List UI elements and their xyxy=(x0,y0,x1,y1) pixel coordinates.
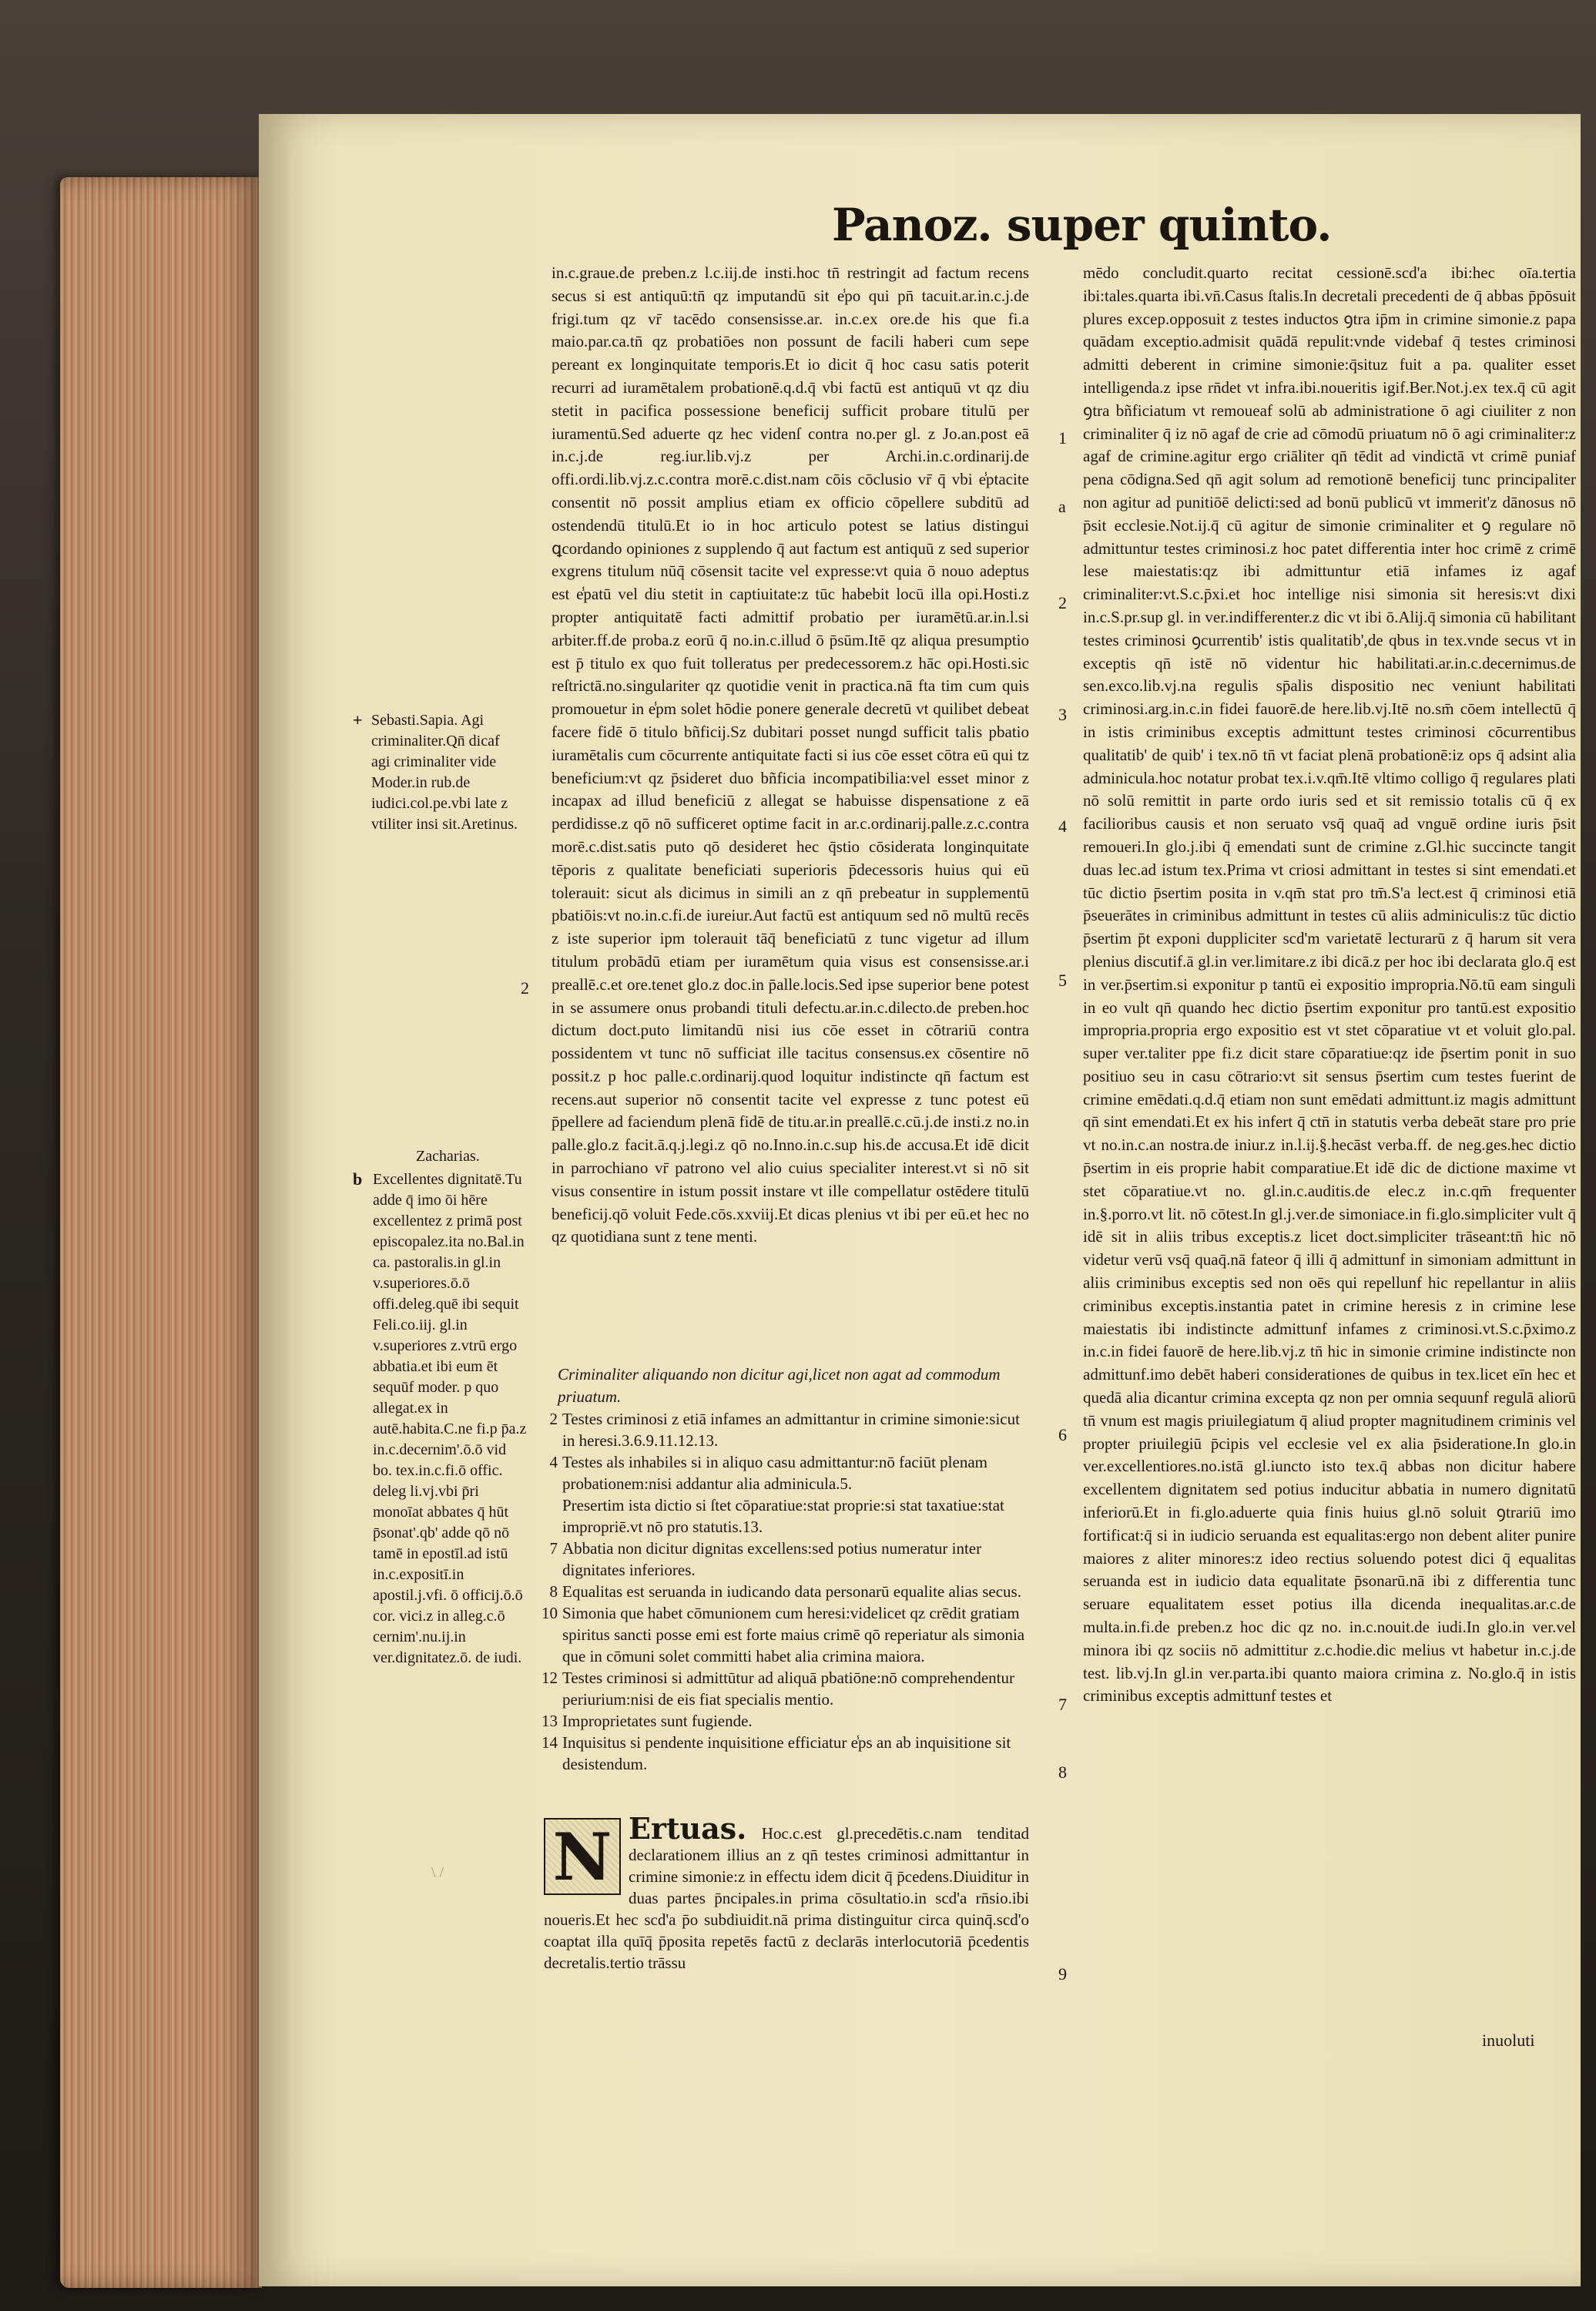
summary-item-text: Improprietates sunt fugiende. xyxy=(562,1712,753,1730)
line-number: 7 xyxy=(1058,1695,1067,1714)
summary-item-number: 14 xyxy=(542,1733,558,1752)
summary-item-text: Inquisitus si pendente inquisitione efficiatur e̾ps an ab inquisitione sit desistendum. xyxy=(562,1733,1011,1773)
chapter-incipit: Ertuas. xyxy=(629,1811,747,1846)
catchword: inuoluti xyxy=(1482,2031,1535,2050)
summary-item-number xyxy=(536,1494,562,1538)
margin-note-marker: + xyxy=(353,710,363,730)
margin-note: Excellentes dignitatē.Tu adde q̄ imo ōi hēre excellentez z primā post episcopalez.ita no.Bal.in ca. pastoralis.in gl.in v.superiores.ō.ō offi.deleg.quē ibi sequit Feli.co.iij. gl.in v.superiores z.vtrū ergo abbatia.et ibi eum ēt sequūf moder. p quo allegat.ex in autē.habita.C.ne fi.p p̄a.z in.c.decernim'.ō.ō vid bo. tex.in.c.fi.ō offic. deleg li.vj.vbi p̄ri monoīat abbates q̄ hūt p̄sonat'.qb' adde qō nō tamē in epostīl.ad istū in.c.expositī.in apostil.j.vfi. ō officij.ō.ō cor. vici.z in alleg.c.ō cernim'.nu.ij.in ver.dignitatez.ō. de iudi. xyxy=(373,1171,527,1666)
margin-note-heading: Zacharias. xyxy=(416,1148,480,1165)
pencil-mark: \ / xyxy=(431,1864,444,1881)
summary-item-number: 12 xyxy=(542,1669,558,1687)
summary-item-text: Testes als inhabiles si in aliquo casu admittantur:nō faciūt plenam probationem:nisi addantur alia adminicula.5. xyxy=(562,1453,987,1493)
line-number: 9 xyxy=(1058,1964,1067,1984)
summary-item xyxy=(536,1408,1029,1451)
summary-item-number: 7 xyxy=(549,1539,558,1558)
chapter-opening xyxy=(544,1811,1029,2049)
summary-item xyxy=(536,1602,1029,1667)
line-number: 2 xyxy=(521,978,529,998)
summary-item-number: 10 xyxy=(542,1604,558,1622)
summary-list xyxy=(536,1363,1029,1810)
line-number: 2 xyxy=(1058,593,1067,612)
summary-item-text: Testes criminosi z etiā infames an admittantur in crimine simonie:sicut in heresi.3.6.9.11.12.13. xyxy=(562,1410,1020,1450)
summary-item xyxy=(536,1581,1029,1602)
summary-item-text: Testes criminosi si admittūtur ad aliquā pbatiōne:nō comprehendentur periurium:nisi de eis fiat specialis mentio. xyxy=(562,1669,1014,1709)
line-number: 5 xyxy=(1058,971,1067,990)
summary-item-text: Equalitas est seruanda in iudicando data personarū equalite alias secus. xyxy=(562,1582,1021,1601)
line-number: 3 xyxy=(1058,705,1067,724)
commentary-paragraph: mēdo concludit.quarto recitat cessionē.scd'a ibi:hec oīa.tertia ibi:tales.quarta ibi.vn̄.Casus ſtalis.In decretali precedenti de q̄ abbas p̄pōsuit plures excep.opposuit z testes inductos ꝯtra ip̄m in crimine simonie.z papa quādam exceptio.admisit quādā repulit:vnde videbaf q̄ testes criminosi admitti deberent in crimine simonie:q̄situz fuit a pa. qualiter esset intelligenda.z ipse rn̄det vt infra.ibi.noueritis igif.Ber.Not.j.ex tex.q̄ cū agit ꝯtra bñficiatum vt remoueaf solū ab administratione ō agi ciuiliter z non criminaliter q̄ iz nō agaf de crie ad cōmodū priuatum nō ō agi criminaliter:z agaf de crimine.agitur ergo criāliter qn̄ tēdit ad vindictā vt crimē puniaf pena cōdigna.Sed qn̄ agit solum ad remotionē beneficij tunc principaliter non agitur ad punitiōē delicti:sed ad bonū publicū vt immerit'z dānosus nō p̄sit ecclesie.Not.ij.q̄ cū agitur de simonie criminaliter et ꝯ regulare nō admittuntur testes criminosi.z hoc patet differentia inter hoc crimē z crimē lese maiestatis:qz ibi admittuntur etiā infames iz agaf criminaliter:vt.S.c.p̄xi.et hoc intellige nisi simonia sit heresis:vt dixi in.c.S.pr.sup gl. in ver.indifferenter.z dic vt ibi ō.Alij.q̄ simonia cū habilitant testes criminosi ꝯcurrentib' istis qualitatib',de qbus in tex.vnde secus vt in exceptis qn̄ istē nō videntur hic habilitati.ar.in.c.decernimus.de sen.exco.lib.vj.na regulis sp̄alis dispositio nec veniunt habilitati criminosi.arg.in.c.in fidei fauorē.de here.lib.vj.Itē no.sm̄ cōem intellectū q̄ in istis criminibus exceptis admittunt testes criminosi cōcurrentibus qualitatib' de quib' i tex.nō tn̄ vt faciat plenā probationē:iz ops q̄ adsint alia adminicula.hoc notatur probat tex.i.v.qm̄.Itē vltimo colligo q̄ regulares plati nō solū remittit in parte ordo iuris sed et sit remissio totalis cū q̄ ex facilioribus causis et non seruato vsq̄ quaq̄ ad vnguē ordine iuris p̄sit remoueri.In glo.j.ibi q̄ emendati sunt de crimine z.Gl.hic succincte tangit duas lec.ad istum tex.Prima vt criosi admittant in testes si sint emendati.et tūc dictio p̄sertim posita in v.qm̄ stat pro tm̄.S'a lect.est q̄ criminosi etiā p̄seuerātes in criminibus admittunt in testes cū aliis adminiculis:z tūc dictio p̄sertim p̄t exponi duppliciter scd'm varietatē lecturarū z q̄ harum sit vera plenius discutif.ā gl.in ver.limitare.z ibi dicā.z per hoc ibi declarata glo.q̄ est in ver.p̄sertim.si exponitur p tantū ei expositio impropria.Nō.tū eam singuli in eo vult qn̄ quando hec dictio p̄sertim exponitur pro tantū.est expositio impropria.propria ergo expositio est vt stet cōparatiue vt et voluit glo.pal. super ver.taliter ppe fi.z dicit stare cōparatiue:qz ide p̄sertim ponit in suo positiuo seu in casu cōtrario:vt sit sensus p̄sertim cum testes fuerint de crimine emēdati.q.d.q̄ etiam non sunt emēdati admittunt.iz magis admittunt qn̄ sint emendati.Et ex his infert q̄ ctn̄ in statutis verba debeāt stare pro prie vt no.in.c.an nostra.de iniur.z in.l.ij.§.hecāst verba.ff. de neg.ges.hec dictio p̄sertim in eis proprie habit comparatiue.Et idē dic de dictione maxime vt stet cōparatiue.vt no. gl.in.c.auditis.de elec.z in.c.qm̄ frequenter in.§.porro.vt lit. nō cōtest.In gl.j.ver.de simoniace.in fi.glo.simpliciter vult q̄ idē sit in aliis tribus exceptis.z licet doct.simpliciter trāseant:tn̄ hic nō videtur verū vsq̄ quaq̄.nā fateor q̄ illi q̄ admittunf in simoniam admittunt in aliis criminibus exceptis sed non oēs qui repellunf hic repellantur in aliis criminibus exceptis.instantia patet in crimine heresis z in crimine lese maiestatis ibi indistincte admittunf infames z criminosi.vt.S.c.p̄ximo.z in.c.in fidei fauorē de here.lib.vj.z tn̄ hic in simonie crimine indistincte non admittunf.imo debēt haberi considerationes de quibus in tex.licet eīn hec et quedā alia dicantur crimina excepta qz non per omnia sequunf regulā aliorū tn̄ vnum est magis priuilegiatum q̄ aliud propter magnitudinem criminis vel propter priuilegiū p̄cipis vel ecclesie vel ex alia p̄sideratione.In glo.in ver.excellentiores.no.istā gl.iuncto isto tex.q̄ abbas non dicitur habere excellentem dignitatem sed potius inducitur abbatia in numero dignitatū inferiorū.Et in fi.glo.aduerte quia finis huius gl.nō soluit ꝯtrariū imo fortificat:q̄ si in iudicio seruanda est equalitas:ergo non debent aliter punire maiores z aliter minores:z ideo rectius soluendo potest dici q̄ equalitas seruanda est in iudicio data equalitate p̄sonarū.nā ibi z differentia tunc seruare equalitatem esset potius illa dicenda inequalitas.ar.c.de multa.in.fi.de preben.z hoc dic qz no. in.c.nouit.de iudi.In glo.in ver.vel minora ibi qz sociis nō admittitur z.c.hodie.dic melius vt habetur in.c.j.de test. lib.vj.In gl.in ver.parta.ibi quanto maiora crimina z. No.glo.q̄ in istis criminibus exceptis admittunf testes et xyxy=(1083,263,1576,1706)
line-number: 1 xyxy=(1058,428,1067,448)
book-page-edges xyxy=(60,177,262,2288)
line-number: 8 xyxy=(1058,1763,1067,1782)
page-header-title: Panoz. super quinto. xyxy=(832,199,1332,251)
chapter-opening-body: Hoc.c.est gl.precedētis.c.nam tenditad declarationem illius an z qn̄ testes criminosi admittantur in crimine simonie:z in effectu idem dicit q̄ p̄cedens.Diuiditur in duas partes p̄ncipales.in prima cōsultatio.in scd'a rn̄sio.ibi noueris.Et hec scd'a p̄o subdiuidit.nā prima distinguitur circa quinq̄.scd'o coaptat illa quīq̄ p̄posita repetēs factū z declarās interlocutoriā p̄cedentis decretalis.tertio trāssu xyxy=(544,1824,1029,1972)
margin-note: Sebasti.Sapia. Agi criminaliter.Qn̄ dicaf agi criminaliter vide Moder.in rub.de iudici.col.pe.vbi late z vtiliter insi sit.Aretinus. xyxy=(371,712,518,833)
line-number: a xyxy=(1058,497,1066,516)
commentary-paragraph: in.c.graue.de preben.z l.c.iij.de insti.hoc tn̄ restringit ad factum recens secus si est antiquū:tn̄ qz imputandū sit e̾po qui pn̄ tacuit.ar.in.c.j.de frigi.tum qz vr̄ tacēdo consensisse.ar. in.c.ex ore.de his que fi.a maio.par.ca.tn̄ qz probatiōes non possunt de facili haberi cum sepe pereant ex longinquitate temporis.Et io dicit q̄ hoc casu satis poterit recurri ad iuramētalem probationē.q.d.q̄ vbi factū est antiquū vt qz diu stetit in pacifica possessione beneficij sufficit probare titulū per iuramentū.Sed aduerte qz hec videnſ contra no.per gl. z Jo.an.post eā in.c.j.de reg.iur.lib.vj.z per Archi.in.c.ordinarij.de offi.ordi.lib.vj.z.c.contra morē.c.dist.nam cōis cōclusio vr̄ q̄ vbi e̾ptacite consentit nō possit amplius etiam ex officio cōpellere subditū ad ostendendū titulū.Et io in hoc articulo potest se latius distingui ꝗcordando opiniones z supplendo q̄ aut factum est antiquū z sed superior exgrens titulum nūq̄ cōsensit tacite vel expresse:vt quia ō nouo adeptus est e̾patū vel diu stetit in captiuitate:z tūc habebit locū illa opi.Hosti.z propter antiquitatē facti admittif probatio per iuramētū.ar.in.l.si arbiter.ff.de proba.z eorū q̄ no.in.c.illud ō p̄sūm.Itē qz aliqua presumptio est p̄ titulo ex quo fuit tolleratus per predecessorem.z hāc opi.Hosti.sic reſtrictā.no.singulariter qz quotidie venit in practica.nā fta tim cum quis promouetur in e̾pm solet hōdie ponere generale decretū vt quilibet debeat facere fidē ō titulo bñficij.Sz dubitari posset nungd sufficit talis pbatio iuramētalis cum cōcurrente antiquitate facti si ius cōe esset cōtra eū qui tz beneficium:vt qz p̄sideret duo bñficia incompatibilia:vel esset minor z incapax ad illud beneficiū z allegat se habuisse dispensatione z eā perdidisse.z qō nō sufficeret optime facit in ar.c.ordinarij.palle.z.c.contra morē.c.dist.satis puto qō desideret hec q̄stio cōsiderata longinquitate tēporis z qualitate beneficiati superioris p̄decessoris huius qui eū tolerauit: sicut als dicimus in simili an z qn̄ prebeatur in supplementū pbatiōis:vt no.in.c.fi.de iureiur.Aut factū est antiquum sed nō multū recēs z iste superior ipm tolerauit tāq̄ beneficiatū z tunc vigetur ad illum titulum probādū etiam per iuramētum quia visus est consensisse.ar.i preallē.c.et ore.tenet glo.z doc.in p̄alle.locis.Sed ipse superior bene potest in se assumere onus probandi tituli defectu.ar.in.c.dilecto.de preben.hoc dictum doct.puto limitandū nisi ius cōe esset in cōtrariū contra possidentem vt tunc nō sufficiat ille tacitus consensus.ex cōsentire nō possit.z p hoc palle.c.ordinarij.quod loquitur indistincte qn̄ factum est recens.aut superior nō consentit tacite vel expresse z tunc potest eū p̄pellere ad faciendum plenā fidē de titu.ar.in preallē.c.cū.j.de insti.z no.in palle.glo.z facit.ā.q.j.legi.z qō no.Inno.in.c.sup his.de accusa.Et idē dicit in parrochiano vr̄ patrono vel alio cuius specialiter interest.vt si nō sit visus consentire in istum possit instare vt ille compellatur ostēdere titulū beneficij.qō voluit Fede.cōs.xxviij.Et dicas plenius vt ibi per eū.et hec no qz quotidiana sunt z tene menti. xyxy=(552,263,1029,1246)
line-number: 4 xyxy=(1058,817,1067,836)
summary-item-number: 13 xyxy=(542,1712,558,1730)
summary-item xyxy=(536,1451,1029,1494)
summary-item xyxy=(536,1667,1029,1710)
summary-item-number: 8 xyxy=(549,1582,558,1601)
summary-item-text: Presertim ista dictio si ſtet cōparatiue:stat proprie:si stat taxatiue:stat impropriē.vt nō pro statutis.13. xyxy=(562,1496,1004,1536)
summary-item xyxy=(536,1538,1029,1581)
summary-item-number: 2 xyxy=(549,1410,558,1428)
summary-item-number: 4 xyxy=(549,1453,558,1471)
summary-item xyxy=(536,1710,1029,1732)
line-number: 6 xyxy=(1058,1425,1067,1444)
decorated-initial: N xyxy=(544,1818,621,1895)
summary-item-text: Abbatia non dicitur dignitas excellens:sed potius numeratur inter dignitates inferiores. xyxy=(562,1539,982,1579)
summary-item xyxy=(536,1494,1029,1538)
margin-note-marker: b xyxy=(353,1169,363,1189)
text-column-right xyxy=(1083,262,1576,2034)
summary-item-text: Simonia que habet cōmunionem cum heresi:videlicet qz crēdit gratiam spiritus sancti posse emi est forte maius crimē qō reperiatur als simonia que in cōmuni solet committi habet alia crimina maiora. xyxy=(562,1604,1025,1665)
summary-item xyxy=(536,1732,1029,1775)
summary-title: Criminaliter aliquando non dicitur agi,licet non agat ad commodum priuatum. xyxy=(558,1365,1001,1406)
